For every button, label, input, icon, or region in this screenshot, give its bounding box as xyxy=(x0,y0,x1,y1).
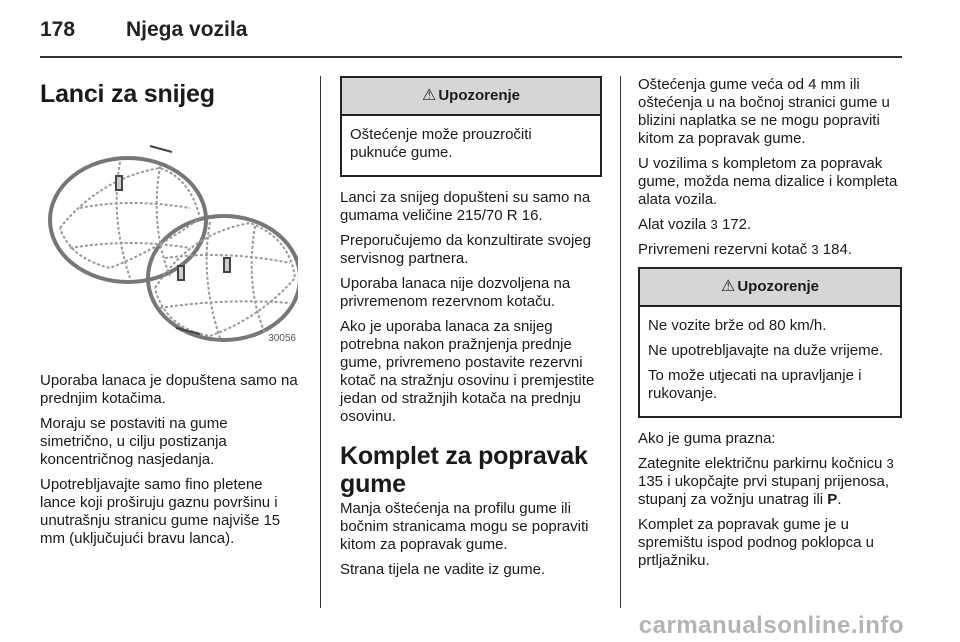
watermark: carmanualsonline.info xyxy=(638,612,904,639)
section-heading-snow-chains: Lanci za snijeg xyxy=(40,80,215,108)
gear-p-label: P xyxy=(827,491,838,508)
page-reference-icon: 3 xyxy=(886,456,894,471)
page-reference-icon: 3 xyxy=(710,217,718,232)
paragraph: Uporaba lanaca je dopuštena samo na prednjim kotačima. xyxy=(40,372,298,407)
paragraph: Strana tijela ne vadite iz gume. xyxy=(340,561,546,578)
cross-reference-spare-wheel: Privremeni rezervni kotač 3 184. xyxy=(638,241,852,258)
paragraph: Preporučujemo da konzultirate svojeg servisnog partnera. xyxy=(340,232,591,267)
paragraph: Ako je guma prazna: xyxy=(638,430,776,447)
warning-body xyxy=(342,116,600,175)
warning-text: Oštećenje može prouzročiti puknuće gume. xyxy=(350,126,532,161)
chains-drawing xyxy=(40,138,298,354)
warning-text: Ne upotrebljavajte na duže vrijeme. xyxy=(648,342,884,359)
section-heading-repair-kit: Komplet za popravak gume xyxy=(340,442,588,498)
column-3 xyxy=(638,76,902,577)
warning-body xyxy=(640,307,900,416)
warning-triangle-icon: ⚠ xyxy=(421,87,437,104)
paragraph: U vozilima s kompletom za popravak gume, možda nema dizalice i kompleta alata vozila. xyxy=(638,155,898,208)
page-number: 178 xyxy=(40,18,76,41)
warning-box xyxy=(340,76,602,177)
chain-ring-2 xyxy=(148,216,298,340)
warning-text: To može utjecati na upravljanje i rukovanje. xyxy=(648,367,862,402)
warning-text: Ne vozite brže od 80 km/h. xyxy=(648,317,827,334)
paragraph: Lanci za snijeg dopušteni su samo na gumama veličine 215/70 R 16. xyxy=(340,189,591,224)
warning-header xyxy=(342,78,600,116)
page-header xyxy=(40,18,247,42)
warning-title: Upozorenje xyxy=(438,87,521,104)
column-2 xyxy=(340,76,602,586)
paragraph: Uporaba lanaca nije dozvoljena na privremenom rezervnom kotaču. xyxy=(340,275,571,310)
paragraph: Moraju se postaviti na gume simetrično, u cilju postizanja koncentričnog nasjedanja. xyxy=(40,415,228,468)
figure-number: 30056 xyxy=(268,333,296,344)
snow-chains-illustration xyxy=(40,138,298,354)
page-reference-icon: 3 xyxy=(811,242,819,257)
paragraph-parking-brake: Zategnite električnu parkirnu kočnicu 3 135 i ukopčajte prvi stupanj prijenosa, stupanj za vožnju unatrag ili P. xyxy=(638,455,894,508)
warning-box xyxy=(638,267,902,418)
column-divider xyxy=(620,76,621,608)
warning-title: Upozorenje xyxy=(737,278,820,295)
paragraph: Komplet za popravak gume je u spremištu ispod podnog poklopca u prtljažniku. xyxy=(638,516,874,569)
column-divider xyxy=(320,76,321,608)
paragraph: Manja oštećenja na profilu gume ili bočnim stranicama mogu se popraviti kitom za popravak gume. xyxy=(340,500,589,553)
cross-reference-tools: Alat vozila 3 172. xyxy=(638,216,752,233)
section-title: Njega vozila xyxy=(126,18,248,41)
header-rule xyxy=(40,56,902,58)
warning-header xyxy=(640,269,900,307)
warning-triangle-icon: ⚠ xyxy=(720,278,736,295)
paragraph: Oštećenja gume veća od 4 mm ili oštećenja u na bočnoj stranici gume u blizini naplatka se ne mogu popraviti kitom za popravak gume. xyxy=(638,76,890,147)
column-1 xyxy=(40,76,302,555)
paragraph: Ako je uporaba lanaca za snijeg potrebna nakon pražnjenja prednje gume, privremeno postavite rezervni kotač na stražnju osovinu i premjestite jedan od stražnjih kotača na prednju osovinu. xyxy=(340,318,595,425)
paragraph: Upotrebljavajte samo fino pletene lance koji proširuju gaznu površinu i unutrašnju stranicu gume najviše 15 mm (uključujući bravu lanca). xyxy=(40,476,281,547)
